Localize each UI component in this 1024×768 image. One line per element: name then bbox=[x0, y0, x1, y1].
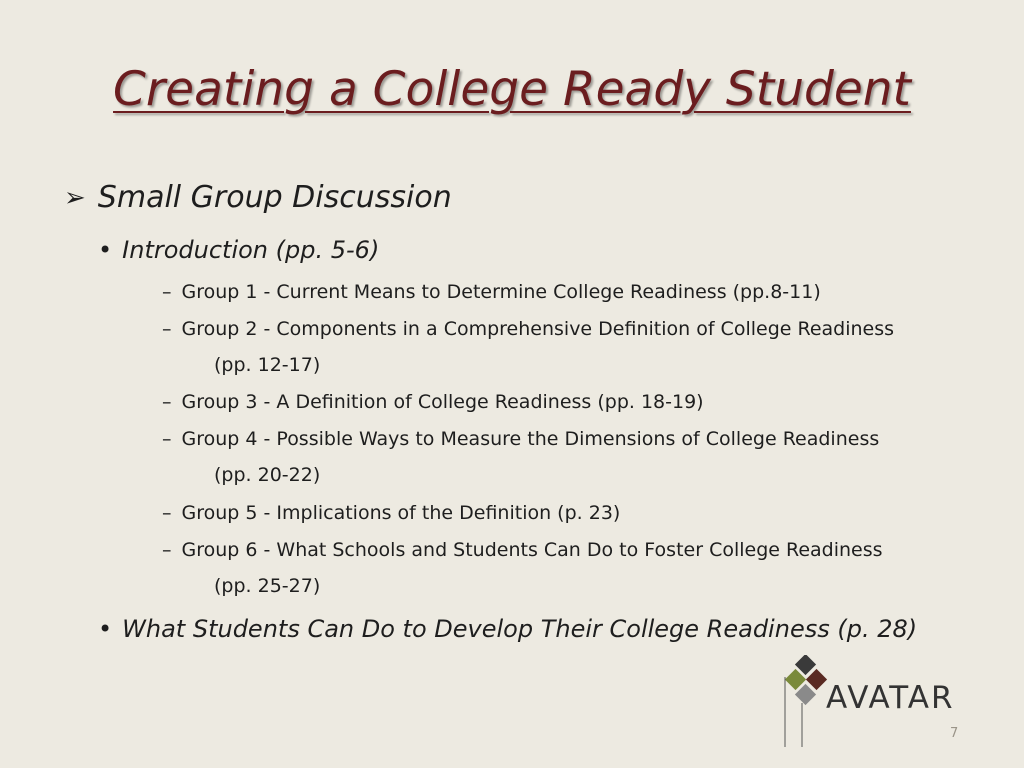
group-item-6 bbox=[162, 539, 883, 561]
arrow-bullet-icon: ➢ bbox=[64, 182, 86, 213]
dash-bullet: – bbox=[162, 391, 172, 413]
dash-bullet: – bbox=[162, 281, 172, 303]
logo-text: AVATAR bbox=[826, 680, 955, 716]
group-item-1 bbox=[162, 281, 821, 303]
dash-bullet: – bbox=[162, 318, 172, 340]
dash-bullet: – bbox=[162, 428, 172, 450]
group-item-5 bbox=[162, 502, 620, 524]
dash-bullet: – bbox=[162, 502, 172, 524]
page-number: 7 bbox=[950, 726, 959, 741]
level2-item-introduction bbox=[98, 236, 379, 264]
group-text: Group 1 - Current Means to Determine College Readiness (pp.8-11) bbox=[181, 281, 821, 303]
level2-text: What Students Can Do to Develop Their College Readiness (p. 28) bbox=[122, 615, 918, 643]
group-item-4-pages: (pp. 20-22) bbox=[214, 464, 321, 486]
level1-item bbox=[64, 180, 452, 215]
group-item-2 bbox=[162, 318, 894, 340]
dash-bullet: – bbox=[162, 539, 172, 561]
bullet-icon: • bbox=[98, 615, 113, 643]
slide-title: Creating a College Ready Student bbox=[113, 62, 911, 117]
group-item-3 bbox=[162, 391, 704, 413]
group-text: Group 5 - Implications of the Definition (p. 23) bbox=[181, 502, 621, 524]
group-text: Group 3 - A Definition of College Readiness (pp. 18-19) bbox=[181, 391, 704, 413]
level2-text: Introduction (pp. 5-6) bbox=[122, 236, 380, 264]
group-text: Group 4 - Possible Ways to Measure the Dimensions of College Readiness bbox=[181, 428, 880, 450]
group-item-4 bbox=[162, 428, 879, 450]
group-item-2-pages: (pp. 12-17) bbox=[214, 354, 321, 376]
group-text: Group 6 - What Schools and Students Can Do to Foster College Readiness bbox=[181, 539, 883, 561]
bullet-icon: • bbox=[98, 236, 113, 264]
level1-text: Small Group Discussion bbox=[97, 180, 452, 215]
level2-item-what-students-can-do bbox=[98, 615, 917, 643]
group-text: Group 2 - Components in a Comprehensive Definition of College Readiness bbox=[181, 318, 895, 340]
group-item-6-pages: (pp. 25-27) bbox=[214, 575, 321, 597]
